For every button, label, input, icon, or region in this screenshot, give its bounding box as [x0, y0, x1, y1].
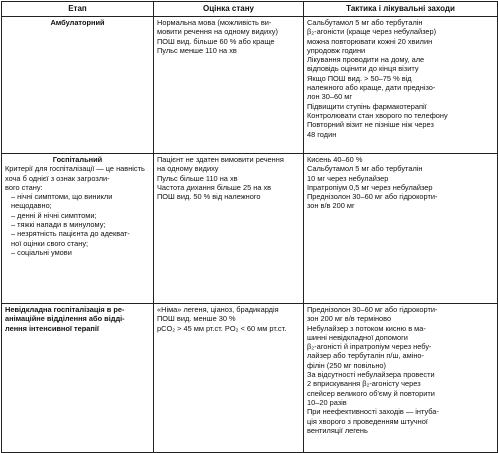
assessment-line: ПОШ вид. 50 % від належного	[157, 192, 261, 202]
tactics-line: Преднізолон 30–60 мг або гідрокорти-	[307, 192, 438, 202]
tactics-line: За відсутності небулайзера провести	[307, 370, 435, 380]
assessment-line: ПОШ вид. більше 60 % або краще	[157, 36, 275, 46]
assessment-line: Пацієнт не здатен вимовити речення	[157, 155, 284, 164]
tactics-line: При неефективності заходів — інтуба-	[307, 407, 439, 417]
table-row	[2, 154, 498, 304]
header-tactics: Тактика і лікувальні заходи	[304, 2, 498, 17]
tactics-line: Якщо ПОШ вид. > 50–75 % від	[307, 73, 412, 83]
header-stage: Етап	[2, 2, 154, 17]
tactics-line: Контролювати стан хворого по телефону	[307, 110, 448, 120]
tactics-line: Сальбутамол 5 мг або тербуталін	[307, 18, 423, 27]
tactics-line: Преднізолон 30–60 мг або гідрокорти-	[307, 305, 438, 314]
tactics-line: 48 годин	[307, 129, 337, 139]
tactics-line: відповідь оцінити до кінця візиту	[307, 64, 419, 74]
tactics-line: спейсер великого об'єму й повторити	[307, 388, 435, 398]
assessment-line: Пульс більше 110 на хв	[157, 173, 238, 183]
tactics-line: Повторний візит не пізніше ніж через	[307, 120, 434, 130]
assessment-line: ПОШ вид. менше 30 %	[157, 314, 236, 324]
tactics-line: 10–20 разів	[307, 397, 347, 407]
criteria-item: нещодавно;	[11, 201, 52, 211]
stage-cell	[2, 17, 154, 154]
tactics-line: β₂-агоністі й іпратропіум через небу-	[307, 342, 432, 352]
assessment-cell	[154, 17, 304, 154]
table-row	[2, 17, 498, 154]
table-row	[2, 304, 498, 453]
stage-cell	[2, 154, 154, 304]
assessment-line: на одному видиху	[157, 164, 219, 174]
criteria-item: – тяжкі напади в минулому;	[11, 220, 106, 230]
criteria-intro-line: хоча б однієї з ознак загрозли-	[5, 173, 110, 183]
criteria-intro-line: Критерії для госпіталізації — це навність	[5, 164, 145, 174]
criteria-item: – незрятність пацієнта до адекват-	[11, 229, 130, 239]
tactics-line: ція хворого з проведенням штучної	[307, 416, 428, 426]
assessment-line: Частота дихання більше 25 на хв	[157, 182, 272, 192]
tactics-line: належного або краще, дати преднізо-	[307, 83, 436, 93]
assessment-line: Пульс менше 110 на хв	[157, 45, 237, 55]
tactics-line: шинні невідкладної допомоги	[307, 332, 408, 342]
stage-title-line: лення інтенсивної терапії	[5, 323, 99, 333]
tactics-line: Іпратропіум 0,5 мг через небулайзер	[307, 182, 433, 192]
treatment-table	[1, 1, 498, 453]
criteria-item: – нічні симптоми, що виникли	[11, 192, 113, 202]
tactics-line: можна повторювати кожні 20 хвилин	[307, 36, 433, 46]
criteria-item: – денні й нічні симптоми;	[11, 210, 97, 220]
tactics-line: 10 мг через небулайзер	[307, 173, 389, 183]
tactics-line: лон 30–60 мг	[307, 92, 353, 102]
tactics-line: Небулайзер з потоком кисню в ма-	[307, 323, 426, 333]
tactics-line: Підвищити ступінь фармакотерапії	[307, 101, 427, 111]
tactics-line: 2 вприскування β₂-агоністу через	[307, 379, 421, 389]
assessment-line: «Німа» легеня, ціаноз, брадикардія	[157, 305, 279, 314]
stage-title: Амбулаторний	[50, 18, 105, 27]
tactics-line: Кисень 40–60 %	[307, 155, 363, 164]
table-header-row	[2, 2, 498, 17]
tactics-line: Сальбутамол 5 мг або тербуталін	[307, 164, 423, 174]
tactics-line: зон 200 мг в/в терміново	[307, 314, 392, 324]
tactics-line: упродовж години	[307, 45, 366, 55]
tactics-line: філін (250 мг повільно)	[307, 360, 386, 370]
criteria-item: – соціальні умови	[11, 247, 72, 257]
stage-title: Госпітальний	[52, 155, 103, 164]
criteria-item: ної оцінки свого стану;	[11, 238, 89, 248]
tactics-cell	[304, 17, 498, 154]
tactics-line: Лікування проводити на дому, але	[307, 55, 425, 65]
tactics-line: вентиляції легень	[307, 425, 368, 435]
assessment-line: мовити речення на одному видиху)	[157, 27, 278, 37]
assessment-line: Нормальна мова (можливість ви-	[157, 18, 272, 27]
criteria-intro-line: вого стану:	[5, 182, 43, 192]
tactics-cell	[304, 304, 498, 453]
header-assessment: Оцінка стану	[154, 2, 304, 17]
tactics-line: зон в/в 200 мг	[307, 201, 355, 211]
stage-title-line: Невідкладна госпіталізація в ре-	[5, 305, 125, 314]
tactics-line: β₂-агоністи (краще через небулайзер)	[307, 27, 437, 37]
tactics-cell	[304, 154, 498, 304]
stage-title-line: анімаційне відділення або відді-	[5, 314, 125, 324]
tactics-line: лайзер або тербуталін п/ш, аміно-	[307, 351, 425, 361]
stage-cell	[2, 304, 154, 453]
assessment-line: pCO₂ > 45 мм рт.ст. PO₂ < 60 мм рт.ст.	[157, 323, 287, 333]
assessment-cell	[154, 304, 304, 453]
assessment-cell	[154, 154, 304, 304]
